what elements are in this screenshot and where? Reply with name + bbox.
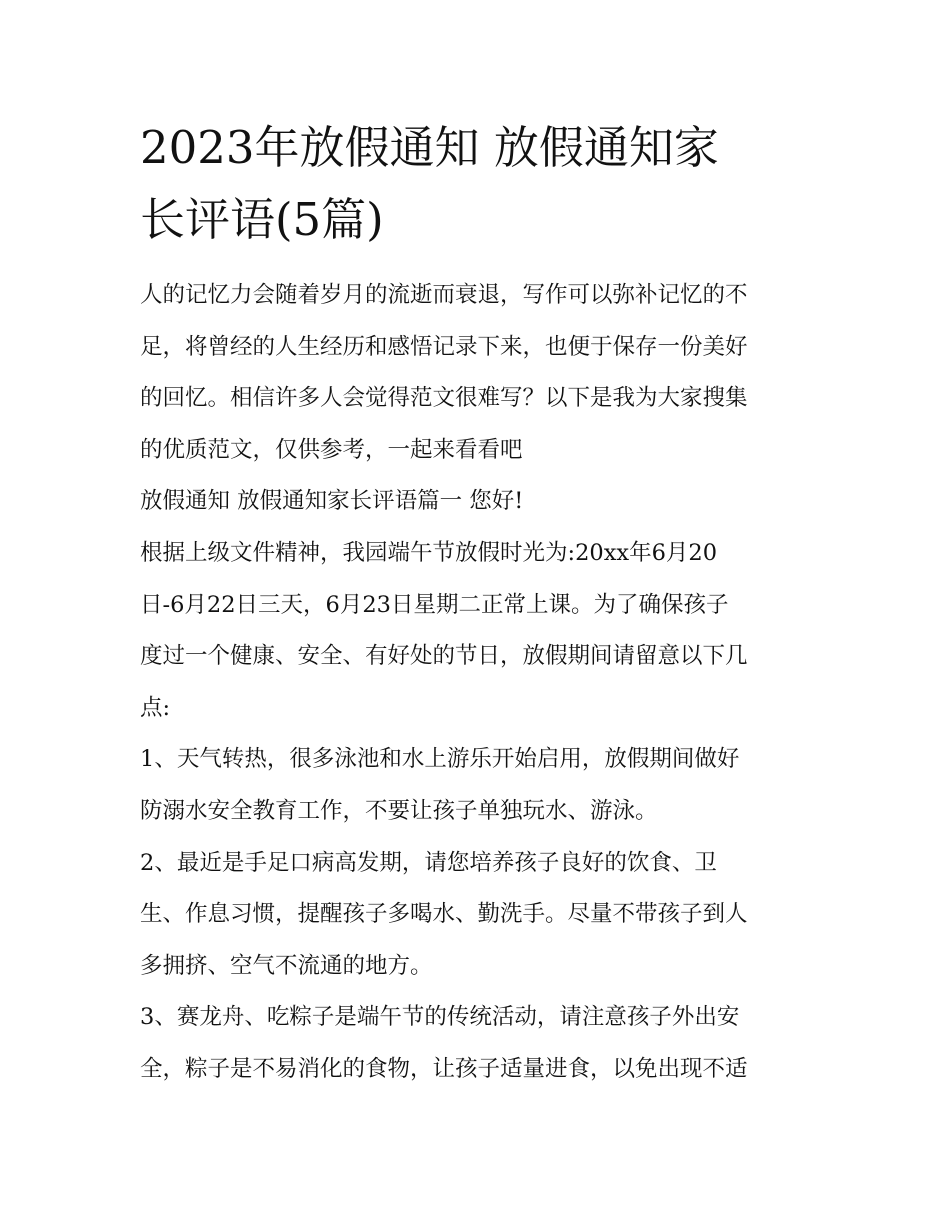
item-line: 全，粽子是不易消化的食物，让孩子适量进食，以免出现不适 (140, 1055, 748, 1082)
item-line: 生、作息习惯，提醒孩子多喝水、勤洗手。尽量不带孩子到人 (140, 901, 748, 928)
notice-item-2 (140, 838, 820, 993)
title-line-1: 2023年放假通知 放假通知家 (140, 121, 719, 174)
intro-line: 人的记忆力会随着岁月的流逝而衰退，写作可以弥补记忆的不 (140, 282, 748, 308)
intro-line: 的优质范文，仅供参考，一起来看看吧 (140, 436, 523, 463)
item-line: 3、赛龙舟、吃粽子是端午节的传统活动，请注意孩子外出安 (140, 1004, 740, 1031)
item-line: 1、天气转热，很多泳池和水上游乐开始启用，放假期间做好 (140, 746, 740, 773)
notice-paragraph (140, 528, 820, 734)
notice-item-3 (140, 992, 820, 1095)
document-content (140, 112, 820, 1096)
item-line: 防溺水安全教育工作，不要让孩子单独玩水、游泳。 (140, 797, 658, 824)
item-line: 2、最近是手足口病高发期，请您培养孩子良好的饮食、卫 (140, 849, 717, 876)
notice-item-1 (140, 734, 820, 837)
title-line-2: 长评语(5篇) (140, 193, 384, 246)
section-heading (140, 476, 820, 528)
document-title (140, 112, 820, 256)
item-line: 多拥挤、空气不流通的地方。 (140, 952, 433, 979)
intro-line: 足，将曾经的人生经历和感悟记录下来，也便于保存一份美好 (140, 333, 748, 360)
notice-line: 度过一个健康、安全、有好处的节日，放假期间请留意以下几 (140, 643, 748, 670)
section-heading-text: 放假通知 放假通知家长评语篇一 您好! (140, 488, 524, 515)
notice-line: 点: (140, 694, 171, 721)
notice-line: 日-6月22日三天，6月23日星期二正常上课。为了确保孩子 (140, 591, 729, 618)
notice-line: 根据上级文件精神，我园端午节放假时光为:20xx年6月20 (140, 539, 718, 566)
intro-line: 的回忆。相信许多人会觉得范文很难写？以下是我为大家搜集 (140, 385, 748, 412)
intro-paragraph (140, 270, 820, 476)
